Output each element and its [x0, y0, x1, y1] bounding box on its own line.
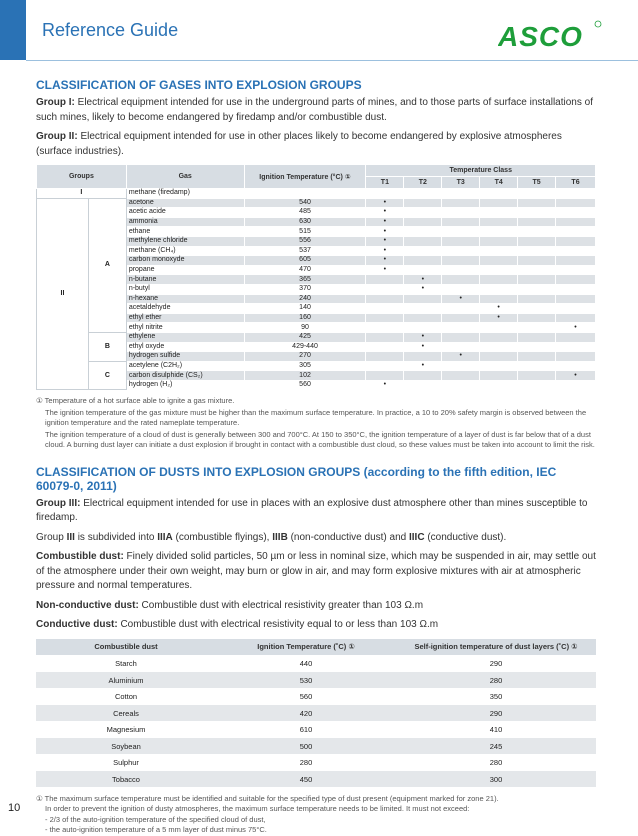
temp-class-dot: •: [574, 323, 577, 331]
temp-class-t3-cell: [442, 380, 480, 390]
gas-name: ethane: [126, 227, 244, 237]
temp-class-t6-cell: [556, 284, 596, 294]
temp-class-dot: •: [383, 227, 387, 235]
gas-ignition-temp: 160: [244, 313, 366, 323]
temp-class-t2-cell: [404, 380, 442, 390]
temp-class-t5-cell: [518, 236, 556, 246]
dust-row: [36, 771, 596, 787]
col-combustible-dust: Combustible dust: [36, 639, 216, 656]
temp-class-dot: •: [421, 275, 425, 283]
gas-footnote-1: ① Temperature of a hot surface able to ignite a gas mixture.: [36, 396, 235, 406]
gas-name: methane (CH₄): [126, 246, 244, 256]
gas-name: acetic acide: [126, 208, 244, 218]
dust-name: Cotton: [36, 688, 216, 705]
temp-class-t2-cell: [404, 352, 442, 362]
temp-class-t5-cell: [518, 323, 556, 333]
temp-class-t6-cell: [556, 371, 596, 381]
temp-class-dot: •: [383, 246, 387, 254]
temp-class-t4-cell: [480, 380, 518, 390]
temp-class-t5-cell: [518, 284, 556, 294]
temp-class-t6-cell: [556, 352, 596, 362]
dust-name: Soybean: [36, 738, 216, 755]
temp-class-t6-cell: [556, 227, 596, 237]
dust-row: [36, 721, 596, 738]
gas-ignition-temp: 365: [244, 275, 366, 285]
temp-class-t2-cell: [404, 227, 442, 237]
temp-class-t6-cell: [556, 256, 596, 266]
temp-class-t3-cell: [442, 217, 480, 227]
gas-name: acetylene (C2H₂): [126, 361, 244, 371]
gas-ignition-temp: 140: [244, 304, 366, 314]
temp-class-t5-cell: [518, 246, 556, 256]
main-content: [36, 78, 596, 836]
temp-class-t2-cell: [404, 323, 442, 333]
temp-class-dot: •: [574, 371, 577, 379]
temp-class-t3-cell: [442, 284, 480, 294]
dust-row: [36, 672, 596, 689]
gas-row: [37, 189, 596, 199]
gas-name: acetone: [126, 198, 244, 208]
temp-class-t1-cell: [366, 371, 404, 381]
gas-ignition-temp: [244, 189, 366, 199]
dust-self-ignition-temp: 410: [396, 721, 596, 738]
col-dust-ignition-temp: Ignition Temperature (˚C) ①: [216, 639, 396, 656]
temp-class-t1-cell: [366, 217, 404, 227]
temp-class-t4-cell: [480, 189, 518, 199]
temp-class-t3-cell: [442, 246, 480, 256]
temp-class-t3-cell: [442, 208, 480, 218]
gas-ignition-temp: 537: [244, 246, 366, 256]
temp-class-t3-cell: [442, 371, 480, 381]
gas-ignition-temp: 630: [244, 217, 366, 227]
dust-ignition-temp: 610: [216, 721, 396, 738]
temp-class-t1-cell: [366, 265, 404, 275]
subgroup-b-cell: B: [88, 332, 126, 361]
gas-ignition-temp: 540: [244, 198, 366, 208]
col-gas: Gas: [126, 165, 244, 189]
dust-self-ignition-temp: 300: [396, 771, 596, 787]
dust-footnote-1: ① The maximum surface temperature must be identified and suitable for the specified type of dust present (equipment marked for zone 21).: [36, 793, 499, 803]
temp-class-t6-cell: [556, 380, 596, 390]
temp-class-t2-cell: [404, 208, 442, 218]
dusts-section-title: CLASSIFICATION OF DUSTS INTO EXPLOSION GROUPS (according to the fifth edition, IEC 60079-0, 2011): [36, 464, 557, 493]
dust-ignition-temp: 500: [216, 738, 396, 755]
col-ignition-temp: Ignition Temperature (°C) ①: [244, 165, 366, 189]
temp-class-t2-cell: [404, 265, 442, 275]
gas-row: [37, 361, 596, 371]
temp-class-t5-cell: [518, 265, 556, 275]
group3-subdivision-paragraph: Group III is subdivided into IIIA (combustible flyings), IIIB (non-conductive dust) and IIIC (conductive dust).: [36, 531, 507, 543]
subgroup-c-cell: C: [88, 361, 126, 390]
gas-ignition-temp: 485: [244, 208, 366, 218]
col-t3: T3: [442, 177, 480, 189]
gas-name: ethyl oxyde: [126, 342, 244, 352]
gas-name: hydrogen sulfide: [126, 352, 244, 362]
gas-row: [37, 198, 596, 208]
col-self-ignition-temp: Self-ignition temperature of dust layers (˚C) ①: [396, 639, 596, 656]
temp-class-t1-cell: [366, 342, 404, 352]
combustible-dust-paragraph: Combustible dust: Finely divided solid particles, 50 µm or less in nominal size, which may be suspended in air, may settle out of the atmosphere under their own weight, may burn or glow in air, and may form explosive mixtures with air at atmospheric pressure and normal temperatures.: [36, 551, 596, 592]
dust-ignition-temp: 280: [216, 754, 396, 771]
temp-class-t3-cell: [442, 342, 480, 352]
temp-class-t5-cell: [518, 380, 556, 390]
temp-class-t4-cell: [480, 313, 518, 323]
temp-class-t4-cell: [480, 304, 518, 314]
temp-class-t4-cell: [480, 208, 518, 218]
temp-class-t3-cell: [442, 294, 480, 304]
temp-class-t6-cell: [556, 189, 596, 199]
gas-name: carbon disulphide (CS₂): [126, 371, 244, 381]
temp-class-t6-cell: [556, 332, 596, 342]
gas-name: ethyl nitrite: [126, 323, 244, 333]
gas-ignition-temp: 270: [244, 352, 366, 362]
temp-class-t1-cell: [366, 189, 404, 199]
group-ii-cell: II: [37, 198, 89, 390]
gas-name: ethylene: [126, 332, 244, 342]
col-t5: T5: [518, 177, 556, 189]
dust-footnote-3: - 2/3 of the auto-ignition temperature of the specified cloud of dust,: [45, 814, 266, 824]
page-number: 10: [8, 802, 21, 814]
col-t4: T4: [480, 177, 518, 189]
temp-class-t5-cell: [518, 342, 556, 352]
temp-class-t3-cell: [442, 304, 480, 314]
temp-class-t3-cell: [442, 323, 480, 333]
temp-class-t1-cell: [366, 332, 404, 342]
temp-class-t3-cell: [442, 189, 480, 199]
temp-class-t5-cell: [518, 313, 556, 323]
temp-class-t1-cell: [366, 275, 404, 285]
group-i-cell: I: [37, 189, 127, 199]
dust-name: Magnesium: [36, 721, 216, 738]
temp-class-t3-cell: [442, 352, 480, 362]
gas-ignition-temp: 90: [244, 323, 366, 333]
dust-ignition-temp: 450: [216, 771, 396, 787]
header-divider: [26, 60, 638, 61]
temp-class-dot: •: [421, 285, 425, 293]
gas-ignition-temp: 515: [244, 227, 366, 237]
temp-class-dot: •: [497, 304, 500, 312]
dust-name: Tobacco: [36, 771, 216, 787]
temp-class-t5-cell: [518, 352, 556, 362]
temp-class-t2-cell: [404, 246, 442, 256]
dust-row: [36, 738, 596, 755]
dust-table: [36, 639, 596, 787]
temp-class-t4-cell: [480, 294, 518, 304]
temp-class-t5-cell: [518, 332, 556, 342]
gases-section-title: CLASSIFICATION OF GASES INTO EXPLOSION GROUPS: [36, 78, 362, 92]
temp-class-t4-cell: [480, 342, 518, 352]
col-t1: T1: [366, 177, 404, 189]
temp-class-t2-cell: [404, 284, 442, 294]
temp-class-t2-cell: [404, 236, 442, 246]
temp-class-t3-cell: [442, 313, 480, 323]
temp-class-t5-cell: [518, 304, 556, 314]
header-accent-bar: [0, 0, 26, 60]
gas-footnote-2: The ignition temperature of the gas mixture must be higher than the maximum surface temperature. In practice, a 10 to 20% safety margin is observed between the ignition temperature and the rated nameplate temperature.: [45, 407, 587, 428]
dust-self-ignition-temp: 290: [396, 655, 596, 672]
dust-self-ignition-temp: 280: [396, 672, 596, 689]
conductive-dust-paragraph: Conductive dust: Combustible dust with electrical resistivity equal to or less than 103 Ω.m: [36, 619, 439, 631]
col-temperature-class: Temperature Class: [366, 165, 596, 177]
temp-class-t4-cell: [480, 265, 518, 275]
temp-class-t1-cell: [366, 313, 404, 323]
temp-class-t2-cell: [404, 371, 442, 381]
temp-class-t6-cell: [556, 198, 596, 208]
temp-class-t4-cell: [480, 323, 518, 333]
temp-class-t2-cell: [404, 361, 442, 371]
temp-class-t1-cell: [366, 236, 404, 246]
temp-class-t6-cell: [556, 294, 596, 304]
temp-class-t4-cell: [480, 198, 518, 208]
gas-ignition-temp: 560: [244, 380, 366, 390]
temp-class-t3-cell: [442, 332, 480, 342]
dust-self-ignition-temp: 280: [396, 754, 596, 771]
gas-name: methylene chloride: [126, 236, 244, 246]
temp-class-t3-cell: [442, 256, 480, 266]
dust-self-ignition-temp: 245: [396, 738, 596, 755]
gas-classification-table: [36, 164, 596, 390]
dust-row: [36, 705, 596, 722]
gas-name: n-butyl: [126, 284, 244, 294]
dust-name: Starch: [36, 655, 216, 672]
temp-class-t6-cell: [556, 323, 596, 333]
group3-paragraph: Group III: Electrical equipment intended for use in places with an explosive dust atmosphere other than mines susceptible to firedamp.: [36, 497, 588, 524]
gas-row: [37, 332, 596, 342]
temp-class-t2-cell: [404, 294, 442, 304]
temp-class-dot: •: [421, 361, 425, 369]
temp-class-t5-cell: [518, 198, 556, 208]
temp-class-t5-cell: [518, 371, 556, 381]
temp-class-t4-cell: [480, 227, 518, 237]
temp-class-t1-cell: [366, 227, 404, 237]
temp-class-t4-cell: [480, 217, 518, 227]
temp-class-t1-cell: [366, 294, 404, 304]
dust-footnote-4: - the auto-ignition temperature of a 5 mm layer of dust minus 75°C.: [45, 825, 267, 835]
gas-ignition-temp: 556: [244, 236, 366, 246]
gas-footnote-3: The ignition temperature of a cloud of dust is generally between 300 and 700°C. At 150 to 350°C, the ignition temperature of a layer of dust is far below that of a dust cloud. A burning dust layer can initiate a dust explosion if brought in contact with a combustible dust cloud, so these values must be taken into account to limit the risk.: [45, 429, 595, 450]
dust-ignition-temp: 440: [216, 655, 396, 672]
gas-ignition-temp: 429-440: [244, 342, 366, 352]
temp-class-dot: •: [459, 352, 462, 360]
temp-class-dot: •: [383, 208, 387, 216]
dust-ignition-temp: 530: [216, 672, 396, 689]
temp-class-dot: •: [383, 218, 387, 226]
temp-class-dot: •: [383, 237, 387, 245]
temp-class-dot: •: [497, 314, 500, 322]
gas-ignition-temp: 370: [244, 284, 366, 294]
temp-class-dot: •: [421, 333, 425, 341]
temp-class-t1-cell: [366, 284, 404, 294]
temp-class-t1-cell: [366, 198, 404, 208]
gas-ignition-temp: 305: [244, 361, 366, 371]
temp-class-t3-cell: [442, 198, 480, 208]
temp-class-t2-cell: [404, 198, 442, 208]
dust-name: Sulphur: [36, 754, 216, 771]
temp-class-t5-cell: [518, 275, 556, 285]
dust-name: Aluminium: [36, 672, 216, 689]
temp-class-t2-cell: [404, 217, 442, 227]
temp-class-t2-cell: [404, 342, 442, 352]
temp-class-t2-cell: [404, 332, 442, 342]
gas-name: propane: [126, 265, 244, 275]
temp-class-t4-cell: [480, 352, 518, 362]
temp-class-t3-cell: [442, 265, 480, 275]
dust-ignition-temp: 560: [216, 688, 396, 705]
gas-ignition-temp: 425: [244, 332, 366, 342]
temp-class-t6-cell: [556, 217, 596, 227]
temp-class-t5-cell: [518, 361, 556, 371]
gas-name: n-butane: [126, 275, 244, 285]
temp-class-t1-cell: [366, 361, 404, 371]
asco-logo: [498, 18, 603, 52]
page-header-title: Reference Guide: [42, 20, 179, 40]
temp-class-t6-cell: [556, 342, 596, 352]
gas-ignition-temp: 102: [244, 371, 366, 381]
temp-class-t1-cell: [366, 380, 404, 390]
temp-class-t1-cell: [366, 256, 404, 266]
dust-row: [36, 754, 596, 771]
temp-class-t4-cell: [480, 371, 518, 381]
gas-name: hydrogen (H₂): [126, 380, 244, 390]
temp-class-t5-cell: [518, 208, 556, 218]
temp-class-t1-cell: [366, 352, 404, 362]
gas-name: carbon monoxyde: [126, 256, 244, 266]
dust-self-ignition-temp: 350: [396, 688, 596, 705]
dust-row: [36, 688, 596, 705]
gas-ignition-temp: 605: [244, 256, 366, 266]
temp-class-dot: •: [459, 294, 462, 302]
temp-class-dot: •: [383, 381, 387, 389]
temp-class-t3-cell: [442, 236, 480, 246]
temp-class-t5-cell: [518, 227, 556, 237]
temp-class-t5-cell: [518, 294, 556, 304]
temp-class-t6-cell: [556, 236, 596, 246]
temp-class-t6-cell: [556, 265, 596, 275]
temp-class-t1-cell: [366, 208, 404, 218]
temp-class-dot: •: [421, 342, 425, 350]
dust-row: [36, 655, 596, 672]
temp-class-t6-cell: [556, 275, 596, 285]
temp-class-t4-cell: [480, 236, 518, 246]
temp-class-t1-cell: [366, 246, 404, 256]
temp-class-t6-cell: [556, 304, 596, 314]
temp-class-t5-cell: [518, 217, 556, 227]
group1-paragraph: Group I: Electrical equipment intended for use in the underground parts of mines, and to those parts of surface installations of such mines, likely to become endangered by firedamp and/or combustible dust.: [36, 97, 593, 123]
temp-class-t4-cell: [480, 332, 518, 342]
col-t6: T6: [556, 177, 596, 189]
temp-class-t2-cell: [404, 189, 442, 199]
temp-class-dot: •: [383, 198, 387, 206]
col-t2: T2: [404, 177, 442, 189]
dust-ignition-temp: 420: [216, 705, 396, 722]
dust-self-ignition-temp: 290: [396, 705, 596, 722]
gas-name: n-hexane: [126, 294, 244, 304]
temp-class-t6-cell: [556, 208, 596, 218]
group2-paragraph: Group II: Electrical equipment intended for use in other places likely to become endangered by explosive atmospheres (surface industries).: [36, 131, 562, 157]
gas-name: ammonia: [126, 217, 244, 227]
temp-class-t2-cell: [404, 313, 442, 323]
temp-class-t4-cell: [480, 284, 518, 294]
temp-class-t6-cell: [556, 361, 596, 371]
gas-ignition-temp: 240: [244, 294, 366, 304]
gas-name: methane (firedamp): [126, 189, 244, 199]
temp-class-t6-cell: [556, 246, 596, 256]
temp-class-t4-cell: [480, 275, 518, 285]
asco-logo-text: ASCO: [498, 21, 583, 52]
temp-class-t4-cell: [480, 361, 518, 371]
temp-class-dot: •: [383, 256, 387, 264]
temp-class-t4-cell: [480, 246, 518, 256]
gas-name: ethyl ether: [126, 313, 244, 323]
temp-class-t5-cell: [518, 189, 556, 199]
non-conductive-dust-paragraph: Non-conductive dust: Combustible dust with electrical resistivity greater than 103 Ω.m: [36, 599, 424, 611]
subgroup-a-cell: A: [88, 198, 126, 332]
temp-class-t3-cell: [442, 275, 480, 285]
gas-ignition-temp: 470: [244, 265, 366, 275]
temp-class-t3-cell: [442, 227, 480, 237]
temp-class-t1-cell: [366, 304, 404, 314]
temp-class-dot: •: [383, 266, 387, 274]
dust-name: Cereals: [36, 705, 216, 722]
col-groups: Groups: [37, 165, 127, 189]
temp-class-t2-cell: [404, 256, 442, 266]
temp-class-t1-cell: [366, 323, 404, 333]
temp-class-t3-cell: [442, 361, 480, 371]
dust-footnote-2: In order to prevent the ignition of dusty atmospheres, the maximum surface temperature needs to be limited. It must not exceed:: [45, 804, 470, 814]
temp-class-t2-cell: [404, 304, 442, 314]
gas-name: acetaldehyde: [126, 304, 244, 314]
temp-class-t2-cell: [404, 275, 442, 285]
temp-class-t6-cell: [556, 313, 596, 323]
temp-class-t4-cell: [480, 256, 518, 266]
temp-class-t5-cell: [518, 256, 556, 266]
